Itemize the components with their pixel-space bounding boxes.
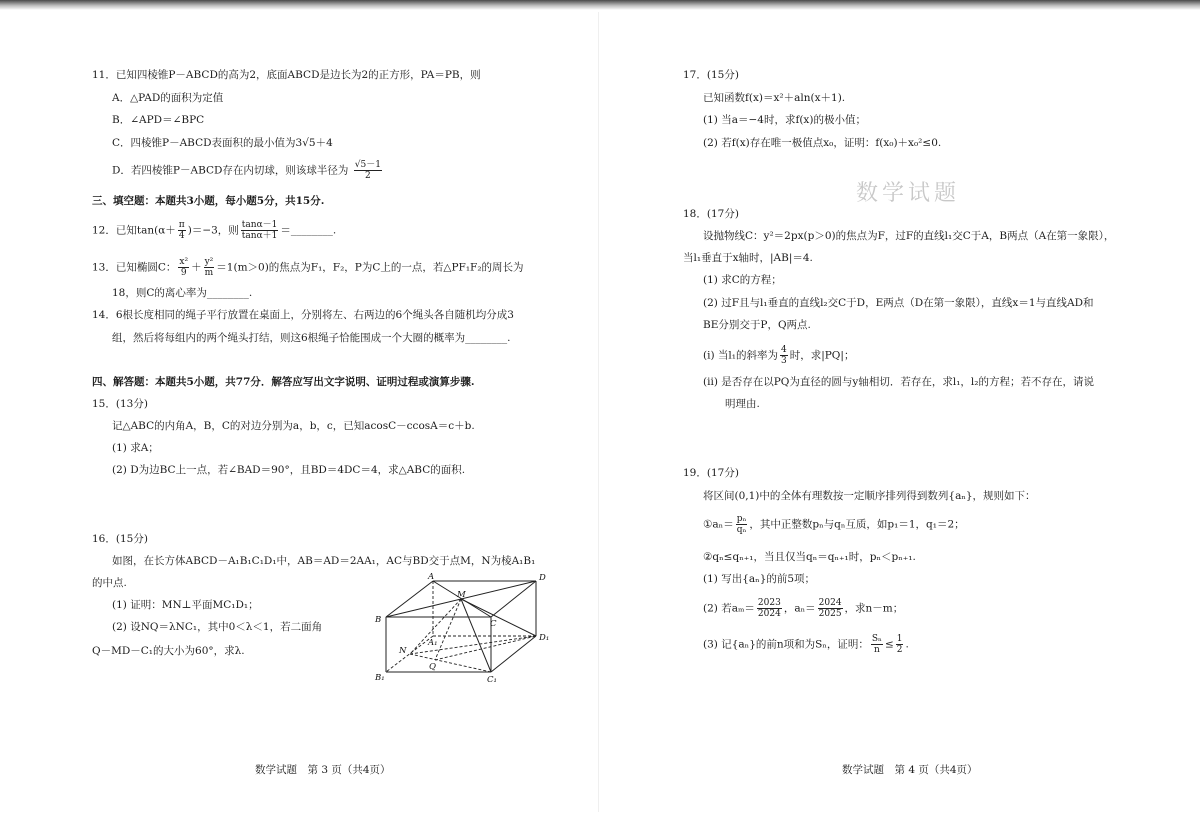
q18-heading: 18．(17分) [683, 208, 739, 220]
section-3-heading: 三、填空题：本题共3小题，每小题5分，共15分. [92, 195, 325, 207]
seg-MQ [435, 599, 461, 660]
seg-MC1 [461, 599, 491, 672]
q16-part2-cont: Q－MD－C₁的大小为60°，求λ. [92, 645, 245, 657]
q18-line2: 当l₁垂直于x轴时，|AB|＝4. [683, 252, 813, 264]
q19-part3: (3) 记{aₙ}的前n项和为Sₙ，证明： $\frac{\text{Sₙ}}{n}$ ≤ $\frac{1}{2}$ . [703, 634, 909, 655]
q17-stem: 已知函数f(x)＝x²＋aln(x＋1). [703, 92, 846, 104]
q18-line1: 设抛物线C：y²＝2px(p＞0)的焦点为F，过F的直线l₁交C于A，B两点（A在第一象限）， [703, 230, 1115, 242]
q11-stem: 11．已知四棱锥P－ABCD的高为2，底面ABCD是边长为2的正方形，PA＝PB，则 [92, 69, 481, 81]
q19-rule1: ①aₙ＝ $\frac{\text{pₙ}}{\text{qₙ}}$ ，其中正整数pₙ与qₙ互质，如p₁＝1，q₁＝2； [703, 514, 965, 535]
label-A: A [428, 572, 435, 582]
q12: 12．已知tan(α＋ $\frac{\pi}{4}$ )＝−3，则 $\frac{\tan\alpha-1}{\tan\alpha+1}$ ＝________. [92, 220, 337, 241]
q13-line1: 13．已知椭圆C： $\frac{\text{x²}}{9}$ ＋ $\frac{\text{y²}}{m}$ ＝1(m＞0)的焦点为F₁，F₂，P为C上的一点，若△PF₁F₂的周长为 [92, 257, 524, 278]
label-M: M [457, 590, 466, 600]
q15-stem: 记△ABC的内角A，B，C的对边分别为a，b，c，已知acosC－ccosA＝c＋b. [112, 420, 475, 432]
fraction: $\frac{√5-1}{2}$ [354, 160, 381, 181]
q11-option-a: A．△PAD的面积为定值 [112, 92, 224, 104]
page-3-footer: 数学试题 第 3 页（共4页） [255, 764, 391, 776]
q18-part2-a: (2) 过F且与l₁垂直的直线l₂交C于D，E两点（D在第一象限），直线x＝1与直线AD和 [703, 297, 1094, 309]
page-fold-line [598, 12, 599, 812]
label-Q: Q [429, 662, 436, 672]
label-C1: C₁ [487, 675, 497, 685]
q19-stem: 将区间(0,1)中的全体有理数按一定顺序排列得到数列{aₙ}，规则如下： [703, 490, 1036, 502]
label-N: N [399, 646, 407, 656]
page-4-footer: 数学试题 第 4 页（共4页） [842, 764, 978, 776]
q19-heading: 19．(17分) [683, 467, 739, 479]
cuboid-figure [373, 572, 563, 688]
q19-rule2: ②qₙ≤qₙ₊₁，当且仅当qₙ＝qₙ₊₁时，pₙ＜pₙ₊₁. [703, 551, 916, 563]
q16-line1: 如图，在长方体ABCD－A₁B₁C₁D₁中，AB＝AD＝2AA₁，AC与BD交于点M，N为棱A₁B₁ [112, 555, 536, 567]
q16-part1: (1) 证明：MN⊥平面MC₁D₁； [112, 599, 259, 611]
q14-line1: 14．6根长度相同的绳子平行放置在桌面上，分别将左、右两边的6个绳头各自随机均分成3 [92, 309, 514, 321]
q16-part2: (2) 设NQ＝λNC₁，其中0＜λ＜1，若二面角 [112, 621, 323, 633]
label-B: B [375, 615, 382, 625]
q18-part2-ii: (ii) 是否存在以PQ为直径的圆与y轴相切．若存在，求l₁，l₂的方程；若不存在，请说 [703, 376, 1094, 388]
q14-line2: 组，然后将每组内的两个绳头打结，则这6根绳子恰能围成一个大圈的概率为________. [112, 332, 511, 344]
q19-part1: (1) 写出{aₙ}的前5项； [703, 573, 816, 585]
scan-top-edge [0, 0, 1200, 10]
q16-heading: 16．(15分) [92, 533, 148, 545]
q18-part2-ii-cont: 明理由. [725, 398, 760, 410]
q17-part2: (2) 若f(x)存在唯一极值点x₀，证明：f(x₀)＋x₀²≤0. [703, 137, 942, 149]
label-D: D [539, 573, 546, 583]
q15-heading: 15．(13分) [92, 398, 148, 410]
q17-heading: 17．(15分) [683, 69, 739, 81]
q18-part2-b: BE分别交于P，Q两点. [703, 319, 811, 331]
q17-part1: (1) 当a＝−4时，求f(x)的极小值； [703, 114, 866, 126]
q15-part2: (2) D为边BC上一点，若∠BAD＝90°，且BD＝4DC＝4，求△ABC的面积. [112, 464, 466, 476]
q11-option-c: C．四棱锥P－ABCD表面积的最小值为3√5＋4 [112, 137, 333, 149]
label-C: C [490, 619, 497, 629]
q16-line2: 的中点. [92, 577, 127, 589]
label-A1: A₁ [428, 638, 438, 648]
q18-part2-i: (i) 当l₁的斜率为 $\frac{4}{3}$ 时，求|PQ|； [703, 345, 855, 366]
section-4-heading: 四、解答题：本题共5小题，共77分．解答应写出文字说明、证明过程或演算步骤. [92, 376, 475, 388]
label-D1: D₁ [539, 633, 550, 643]
label-B1: B₁ [375, 673, 385, 683]
q18-part1: (1) 求C的方程； [703, 274, 782, 286]
q15-part1: (1) 求A； [112, 442, 159, 454]
q11-option-b: B．∠APD＝∠BPC [112, 114, 205, 126]
q11-option-d: D．若四棱锥P－ABCD存在内切球，则该球半径为 $\frac{√5-1}{2}$ [112, 160, 381, 181]
edge-A1B1 [386, 636, 433, 672]
q13-line2: 18，则C的离心率为________. [112, 287, 253, 299]
q19-part2: (2) 若aₘ＝ $\frac{2023}{2024}$ ，aₙ＝ $\frac{2024}{2025}$ ，求n－m； [703, 598, 904, 619]
bleed-through-title: 数学试题 [856, 181, 961, 206]
